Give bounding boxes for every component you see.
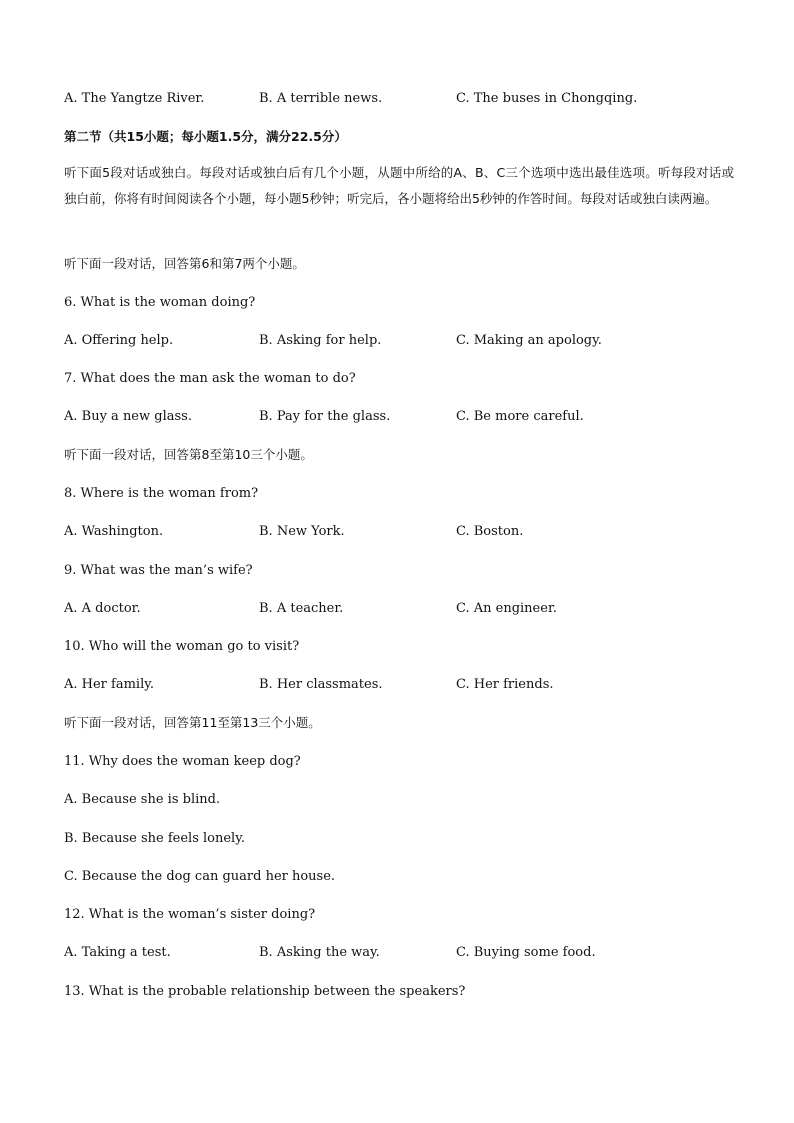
section2-instructions: 听下面5段对话或独白。每段对话或独白后有几个小题，从题中所给的A、B、C三个选项中选出最佳选项。听每段对话或独白前，你将有时间阅读各个小题，每小题5秒钟；听完后，各小题将给出5秒钟的作答时间。每段对话或独白读两遍。 bbox=[64, 165, 734, 206]
section2-heading: 第二节（共15小题；每小题1.5分，满分22.5分） bbox=[64, 129, 347, 144]
q9-option-b: B. A teacher. bbox=[259, 601, 344, 616]
q6-option-b: B. Asking for help. bbox=[259, 333, 382, 348]
q11-option-c: C. Because the dog can guard her house. bbox=[64, 869, 336, 884]
q7-question: 7. What does the man ask the woman to do? bbox=[64, 371, 356, 386]
q10-options bbox=[64, 676, 744, 694]
q10-option-b: B. Her classmates. bbox=[259, 677, 383, 692]
q10-option-c: C. Her friends. bbox=[456, 677, 554, 692]
group-6-7-intro: 听下面一段对话，回答第6和第7两个小题。 bbox=[64, 256, 305, 271]
q10-question: 10. Who will the woman go to visit? bbox=[64, 639, 300, 654]
q12-option-c: C. Buying some food. bbox=[456, 945, 596, 960]
q7-option-a: A. Buy a new glass. bbox=[64, 409, 192, 424]
q7-option-b: B. Pay for the glass. bbox=[259, 409, 391, 424]
q9-option-a: A. A doctor. bbox=[64, 601, 141, 616]
q8-options bbox=[64, 523, 744, 541]
q5-option-b: B. A terrible news. bbox=[259, 91, 383, 106]
q5-options bbox=[64, 90, 744, 108]
q8-option-b: B. New York. bbox=[259, 524, 345, 539]
q9-question: 9. What was the man’s wife? bbox=[64, 563, 253, 578]
q11-question: 11. Why does the woman keep dog? bbox=[64, 754, 301, 769]
q6-question: 6. What is the woman doing? bbox=[64, 295, 256, 310]
q8-question: 8. Where is the woman from? bbox=[64, 486, 259, 501]
q8-option-a: A. Washington. bbox=[64, 524, 164, 539]
q11-option-a: A. Because she is blind. bbox=[64, 792, 221, 807]
group-11-13-intro: 听下面一段对话，回答第11至第13三个小题。 bbox=[64, 715, 321, 730]
group-8-10-intro: 听下面一段对话，回答第8至第10三个小题。 bbox=[64, 447, 313, 462]
q6-option-c: C. Making an apology. bbox=[456, 333, 602, 348]
q5-option-c: C. The buses in Chongqing. bbox=[456, 91, 638, 106]
q7-option-c: C. Be more careful. bbox=[456, 409, 584, 424]
q13-question: 13. What is the probable relationship between the speakers? bbox=[64, 984, 466, 999]
q11-option-b: B. Because she feels lonely. bbox=[64, 831, 245, 846]
q12-option-b: B. Asking the way. bbox=[259, 945, 380, 960]
q10-option-a: A. Her family. bbox=[64, 677, 154, 692]
q12-option-a: A. Taking a test. bbox=[64, 945, 171, 960]
q9-option-c: C. An engineer. bbox=[456, 601, 557, 616]
q8-option-c: C. Boston. bbox=[456, 524, 524, 539]
q9-options bbox=[64, 600, 744, 618]
q6-options bbox=[64, 332, 744, 350]
q12-options bbox=[64, 944, 744, 962]
q7-options bbox=[64, 408, 744, 426]
q12-question: 12. What is the woman’s sister doing? bbox=[64, 907, 316, 922]
q6-option-a: A. Offering help. bbox=[64, 333, 174, 348]
q5-option-a: A. The Yangtze River. bbox=[64, 91, 205, 106]
